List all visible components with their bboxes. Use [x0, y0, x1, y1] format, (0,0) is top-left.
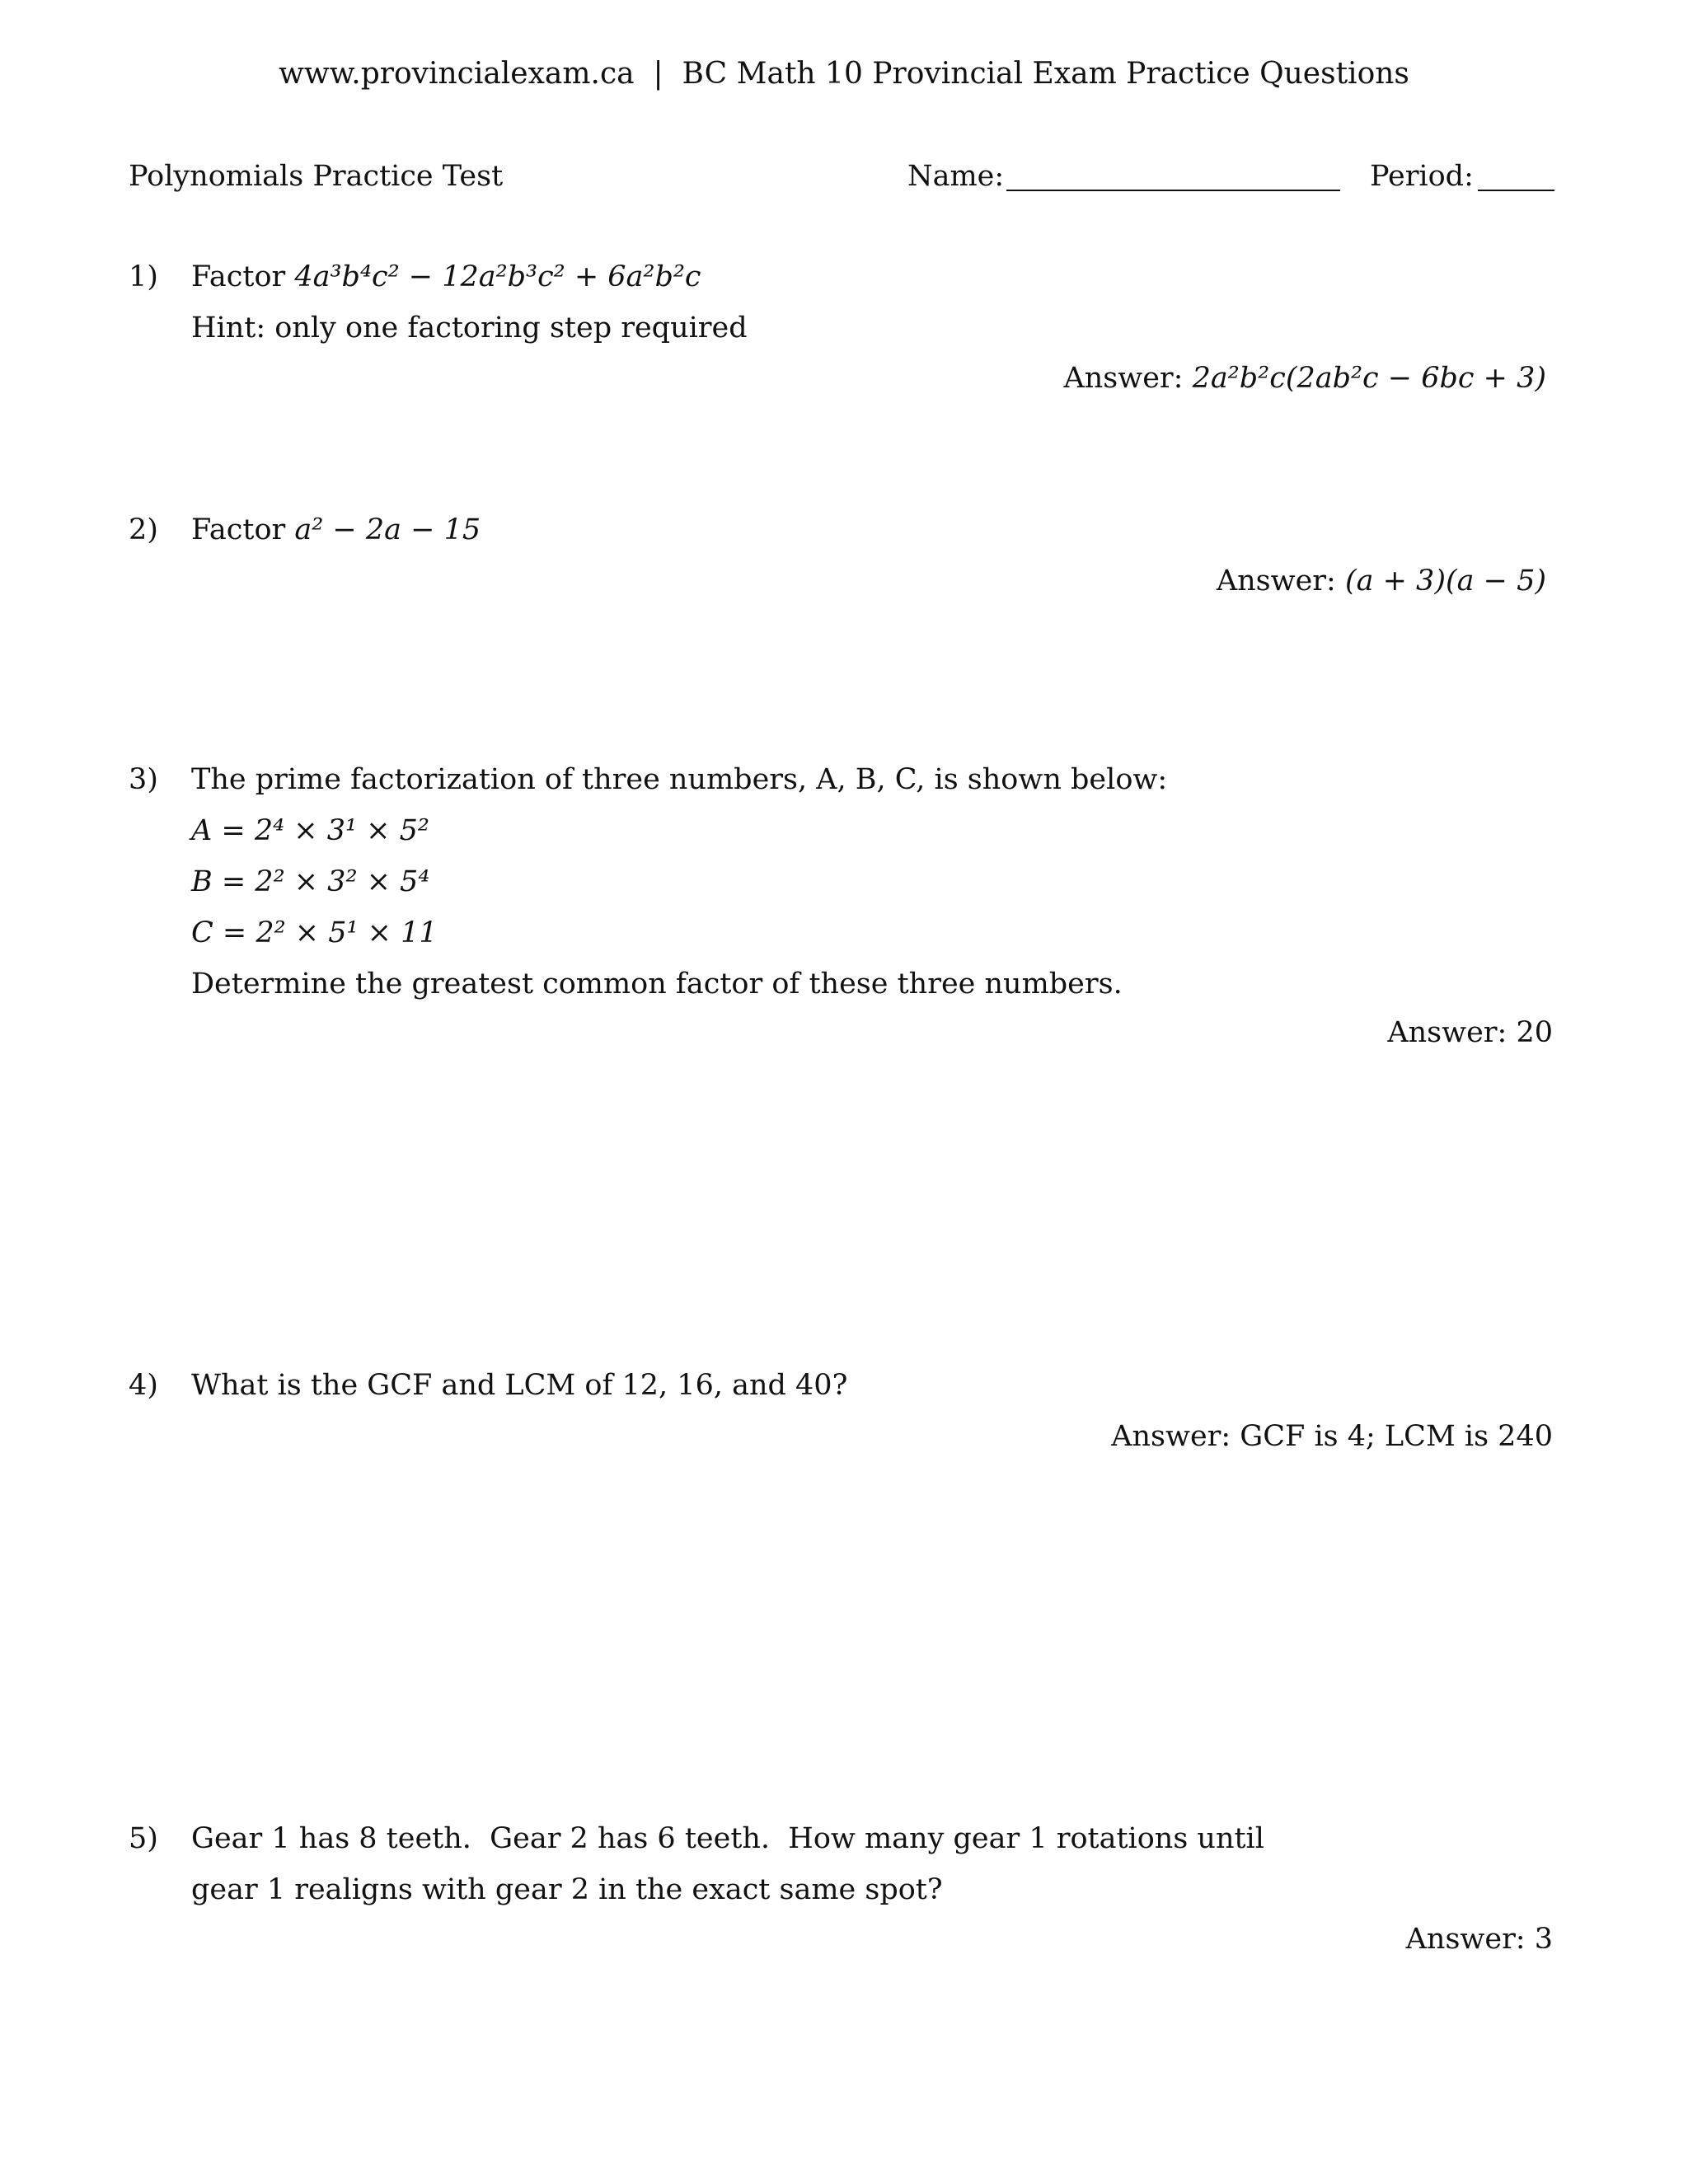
- question-prompt-line: [191, 504, 1345, 555]
- header-separator: |: [653, 57, 663, 91]
- question-number: 1): [129, 260, 158, 293]
- question-prompt: The prime factorization of three numbers, A, B, C, is shown below:: [191, 763, 1168, 796]
- question-prompt: What is the GCF and LCM of 12, 16, and 40?: [191, 1369, 848, 1402]
- test-info-row: [129, 157, 1554, 198]
- question-number: 4): [129, 1369, 158, 1402]
- name-label: Name:: [907, 160, 1005, 193]
- answer-label: Answer:: [1063, 362, 1184, 395]
- question-prompt: Factor: [191, 513, 286, 546]
- period-label: Period:: [1370, 160, 1474, 193]
- question-prompt-line-2: gear 1 realigns with gear 2 in the exact same spot?: [191, 1873, 943, 1906]
- question-hint: Hint: only one factoring step required: [191, 312, 748, 344]
- answer-1: [1063, 353, 1546, 404]
- answer-5: Answer: 3: [1405, 1923, 1553, 1956]
- header-title: BC Math 10 Provincial Exam Practice Questions: [682, 57, 1409, 91]
- factorization-b: B = 2² × 3² × 5⁴: [191, 865, 430, 898]
- question-body: [191, 504, 1345, 555]
- factorization-a: A = 2⁴ × 3¹ × 5²: [191, 814, 429, 847]
- question-prompt-line-1: Gear 1 has 8 teeth. Gear 2 has 6 teeth. How many gear 1 rotations until: [191, 1822, 1264, 1855]
- question-body: [191, 251, 1345, 354]
- site-url: www.provincialexam.ca: [279, 57, 635, 91]
- question-number: 2): [129, 513, 158, 546]
- question-expression: a² − 2a − 15: [294, 513, 481, 546]
- question-expression: 4a³b⁴c² − 12a²b³c² + 6a²b²c: [294, 260, 701, 293]
- period-blank: [1478, 190, 1554, 191]
- page-header: [0, 54, 1688, 94]
- test-title: Polynomials Practice Test: [129, 160, 504, 193]
- answer-3: Answer: 20: [1387, 1016, 1553, 1049]
- answer-expression: (a + 3)(a − 5): [1344, 565, 1546, 598]
- question-closing: Determine the greatest common factor of these three numbers.: [191, 968, 1123, 1001]
- question-body: [191, 1360, 1345, 1411]
- question-prompt: Factor: [191, 260, 286, 293]
- question-number: 3): [129, 763, 158, 796]
- question-body: [191, 1813, 1345, 1915]
- answer-expression: 2a²b²c(2ab²c − 6bc + 3): [1192, 362, 1546, 395]
- question-prompt-line: [191, 251, 1345, 302]
- answer-label: Answer:: [1216, 565, 1336, 598]
- question-number: 5): [129, 1822, 158, 1855]
- answer-4: Answer: GCF is 4; LCM is 240: [1111, 1420, 1553, 1453]
- factorization-c: C = 2² × 5¹ × 11: [191, 916, 438, 949]
- name-blank: [1006, 190, 1340, 191]
- question-body: [191, 754, 1345, 1010]
- answer-2: [1217, 555, 1546, 607]
